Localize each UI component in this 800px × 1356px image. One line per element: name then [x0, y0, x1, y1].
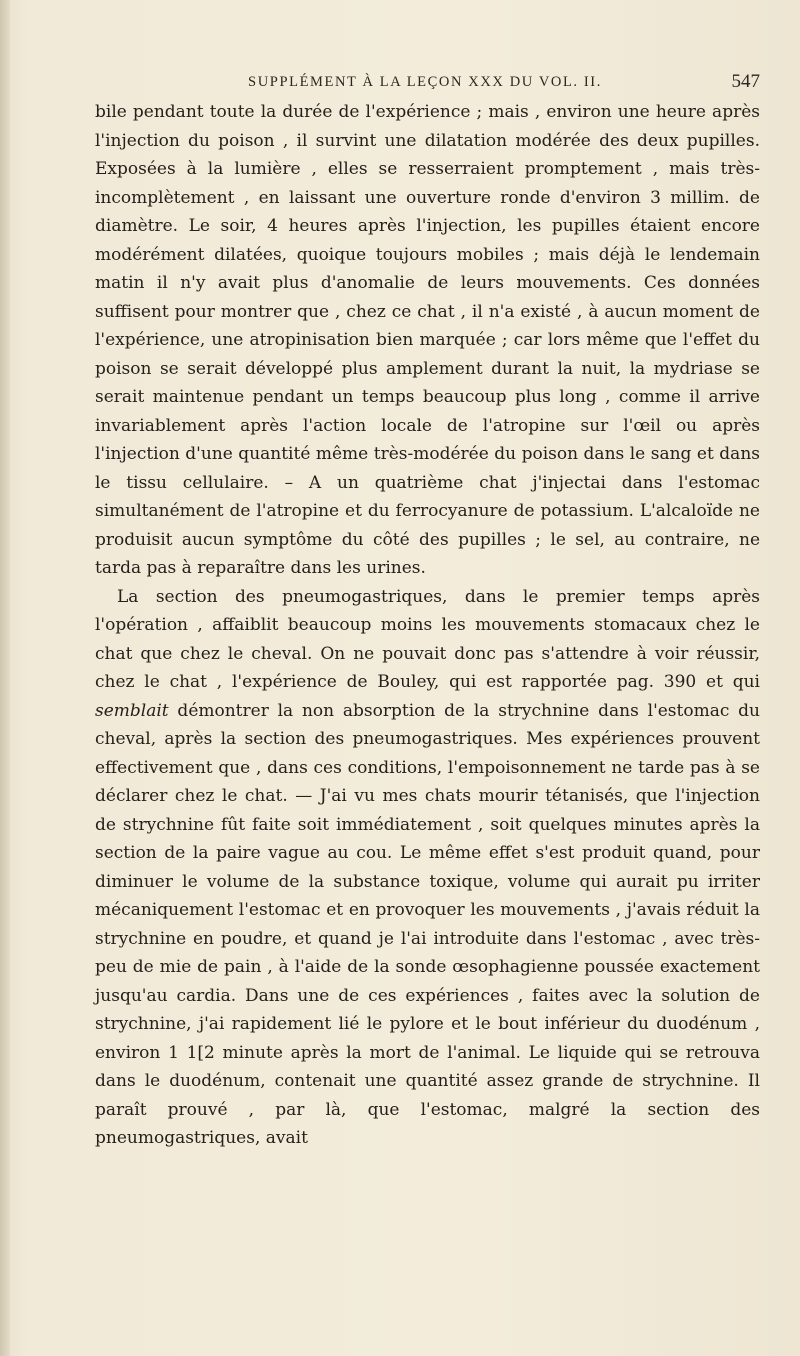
- page-number: 547: [731, 71, 760, 92]
- italic-word-semblait: semblait: [95, 700, 169, 721]
- body-text: [95, 98, 760, 1153]
- paragraph-1: bile pendant toute la durée de l'expérience ; mais , environ une heure après l'injection du poison , il survint une dilatation modérée des deux pupilles. Exposées à la lumière , elles se resserraient promptement , mais très-incomplètement , en laissant une ouverture ronde d'environ 3 millim. de diamètre. Le soir, 4 heures après l'injection, les pupilles étaient encore modérément dilatées, quoique toujours mobiles ; mais déjà le lendemain matin il n'y avait plus d'anomalie de leurs mouvements. Ces données suffisent pour montrer que , chez ce chat , il n'a existé , à aucun moment de l'expérience, une atropinisation bien marquée ; car lors même que l'effet du poison se serait développé plus amplement durant la nuit, la mydriase se serait maintenue pendant un temps beaucoup plus long , comme il arrive invariablement après l'action locale de l'atropine sur l'œil ou après l'injection d'une quantité même très-modérée du poison dans le sang et dans le tissu cellulaire. – A un quatrième chat j'injectai dans l'estomac simultanément de l'atropine et du ferrocyanure de potassium. L'alcaloïde ne produisit aucun symptôme du côté des pupilles ; le sel, au contraire, ne tarda pas à reparaître dans les urines.: [95, 102, 760, 578]
- page-binding-edge: [0, 0, 10, 1356]
- paragraph-2-start: La section des pneumogastriques, dans le premier temps après l'opération , affaiblit beaucoup moins les mouvements stomacaux chez le chat que chez le cheval. On ne pouvait donc pas s'attendre à voir réussir, chez le chat , l'expérience de Bouley, qui est rapportée pag. 390 et qui: [95, 586, 760, 692]
- running-header: [90, 71, 760, 100]
- paragraph-2-end: démontrer la non absorption de la strychnine dans l'estomac du cheval, après la section des pneumogastriques. Mes expériences prouvent effectivement que , dans ces conditions, l'empoisonnement ne tarde pas à se déclarer chez le chat. — J'ai vu mes chats mourir tétanisés, que l'injection de strychnine fût faite soit immédiatement , soit quelques minutes après la section de la paire vague au cou. Le même effet s'est produit quand, pour diminuer le volume de la substance toxique, volume qui aurait pu irriter mécaniquement l'estomac et en provoquer les mouvements , j'avais réduit la strychnine en poudre, et quand je l'ai introduite dans l'estomac , avec très-peu de mie de pain , à l'aide de la sonde œsophagienne poussée exactement jusqu'au cardia. Dans une de ces expériences , faites avec la solution de strychnine, j'ai rapidement lié le pylore et le bout inférieur du duodénum , environ 1 1[2 minute après la mort de l'animal. Le liquide qui se retrouva dans le duodénum, contenait une quantité assez grande de strychnine. Il paraît prouvé , par là, que l'estomac, malgré la section des pneumogastriques, avait: [95, 700, 760, 1148]
- running-header-title: SUPPLÉMENT À LA LEÇON XXX DU VOL. II.: [248, 74, 602, 90]
- paragraph-2: [95, 583, 760, 1153]
